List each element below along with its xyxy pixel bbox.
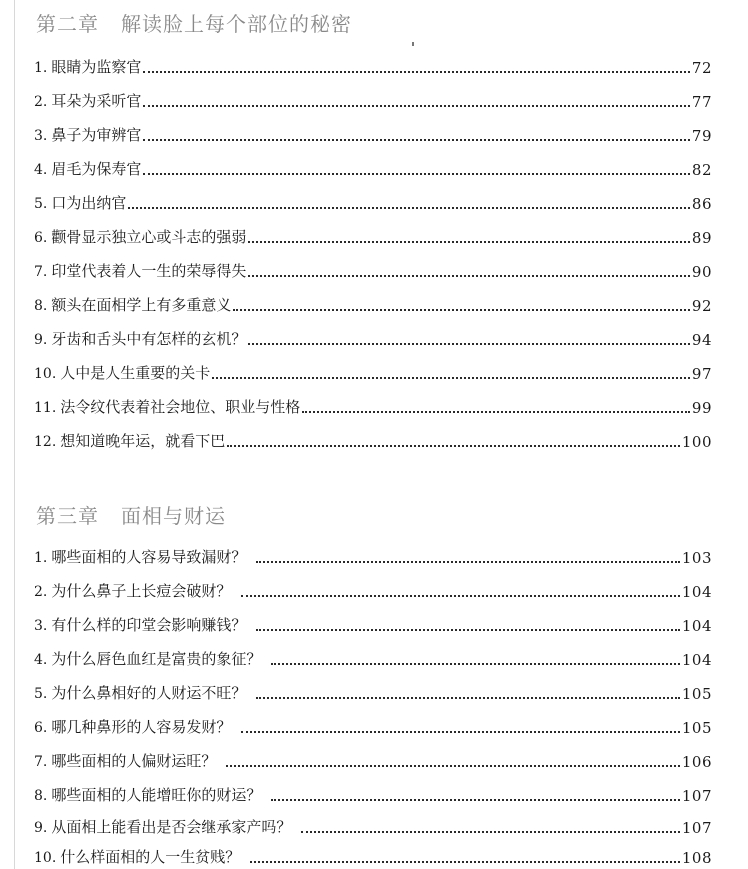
chapter-3-title: 面相与财运 [121, 504, 226, 528]
entry-index: 4. [34, 652, 48, 668]
entry-page-number: 108 [681, 849, 712, 867]
entry-index: 1. [34, 550, 48, 566]
toc-entry[interactable] [34, 362, 712, 384]
dot-leader [302, 411, 690, 413]
entry-page-number: 92 [691, 297, 712, 315]
toc-entry[interactable] [34, 580, 712, 602]
entry-index: 11. [34, 400, 57, 416]
toc-entry[interactable] [34, 192, 712, 214]
dot-leader [248, 275, 690, 277]
entry-text: 为什么鼻相好的人财运不旺？ [51, 684, 247, 702]
scan-speck [412, 42, 414, 46]
entry-page-number: 100 [681, 433, 712, 451]
entry-text: 印堂代表着人一生的荣辱得失 [51, 262, 247, 280]
dot-leader [250, 861, 680, 863]
entry-index: 10. [34, 366, 57, 382]
entry-page-number: 77 [691, 93, 712, 111]
toc-entry[interactable] [34, 716, 712, 738]
toc-entry[interactable] [34, 260, 712, 282]
chapter-2-heading [36, 8, 352, 37]
dot-leader [227, 445, 680, 447]
page-edge-line [14, 0, 15, 869]
toc-entry[interactable] [34, 328, 712, 350]
entry-text: 人中是人生重要的关卡 [60, 364, 211, 382]
entry-page-number: 107 [681, 787, 712, 805]
entry-text: 鼻子为审辨官 [51, 126, 142, 144]
entry-text: 法令纹代表着社会地位、职业与性格 [60, 398, 301, 416]
entry-text: 牙齿和舌头中有怎样的玄机？ [51, 330, 247, 348]
entry-page-number: 86 [691, 195, 712, 213]
toc-entry[interactable] [34, 226, 712, 248]
entry-page-number: 99 [691, 399, 712, 417]
entry-page-number: 90 [691, 263, 712, 281]
dot-leader [233, 309, 690, 311]
dot-leader [271, 799, 679, 801]
entry-index: 2. [34, 584, 48, 600]
entry-text: 眉毛为保寿官 [51, 160, 142, 178]
dot-leader [143, 173, 690, 175]
entry-text: 什么样面相的人一生贫贱？ [60, 848, 241, 866]
dot-leader [301, 831, 679, 833]
entry-text: 哪些面相的人偏财运旺？ [51, 752, 217, 770]
chapter-2-title: 解读脸上每个部位的秘密 [121, 12, 352, 36]
entry-index: 4. [34, 162, 48, 178]
dot-leader [271, 663, 679, 665]
entry-page-number: 89 [691, 229, 712, 247]
dot-leader [143, 105, 690, 107]
entry-text: 哪些面相的人能增旺你的财运？ [51, 786, 262, 804]
entry-text: 眼睛为监察官 [51, 58, 142, 76]
toc-entry[interactable] [34, 682, 712, 704]
entry-text: 口为出纳官 [51, 194, 127, 212]
entry-page-number: 106 [681, 753, 712, 771]
toc-entry[interactable] [34, 816, 712, 838]
dot-leader [226, 765, 679, 767]
entry-index: 7. [34, 264, 48, 280]
toc-entry[interactable] [34, 430, 712, 452]
toc-entry[interactable] [34, 648, 712, 670]
entry-text: 想知道晚年运，就看下巴 [60, 432, 226, 450]
entry-text: 额头在面相学上有多重意义 [51, 296, 232, 314]
toc-entry[interactable] [34, 90, 712, 112]
entry-index: 10. [34, 850, 57, 866]
toc-entry[interactable] [34, 750, 712, 772]
entry-index: 8. [34, 788, 48, 804]
dot-leader [241, 731, 679, 733]
entry-page-number: 104 [681, 583, 712, 601]
entry-page-number: 103 [681, 549, 712, 567]
entry-page-number: 104 [681, 617, 712, 635]
entry-index: 6. [34, 230, 48, 246]
entry-text: 为什么唇色血红是富贵的象征？ [51, 650, 262, 668]
chapter-3-heading [36, 500, 226, 529]
entry-index: 3. [34, 618, 48, 634]
toc-entry[interactable] [34, 124, 712, 146]
entry-index: 3. [34, 128, 48, 144]
dot-leader [248, 343, 690, 345]
dot-leader [256, 561, 679, 563]
entry-text: 有什么样的印堂会影响赚钱？ [51, 616, 247, 634]
toc-entry[interactable] [34, 396, 712, 418]
entry-page-number: 82 [691, 161, 712, 179]
toc-entry[interactable] [34, 158, 712, 180]
entry-index: 8. [34, 298, 48, 314]
entry-text: 为什么鼻子上长痘会破财？ [51, 582, 232, 600]
entry-page-number: 105 [681, 685, 712, 703]
entry-page-number: 72 [691, 59, 712, 77]
entry-index: 5. [34, 196, 48, 212]
toc-entry[interactable] [34, 784, 712, 806]
dot-leader [212, 377, 690, 379]
dot-leader [143, 71, 690, 73]
entry-page-number: 105 [681, 719, 712, 737]
entry-index: 5. [34, 686, 48, 702]
toc-entry[interactable] [34, 56, 712, 78]
entry-page-number: 107 [681, 819, 712, 837]
dot-leader [143, 139, 690, 141]
chapter-2-number: 第二章 [36, 12, 99, 36]
toc-entry[interactable] [34, 546, 712, 568]
dot-leader [256, 697, 679, 699]
dot-leader [241, 595, 679, 597]
entry-page-number: 104 [681, 651, 712, 669]
entry-text: 颧骨显示独立心或斗志的强弱 [51, 228, 247, 246]
toc-entry[interactable] [34, 846, 712, 868]
toc-entry[interactable] [34, 614, 712, 636]
entry-index: 12. [34, 434, 57, 450]
dot-leader [128, 207, 690, 209]
dot-leader [256, 629, 679, 631]
chapter-3-number: 第三章 [36, 504, 99, 528]
entry-page-number: 97 [691, 365, 712, 383]
entry-text: 哪几种鼻形的人容易发财？ [51, 718, 232, 736]
dot-leader [248, 241, 690, 243]
toc-entry[interactable] [34, 294, 712, 316]
entry-index: 1. [34, 60, 48, 76]
entry-index: 9. [34, 820, 48, 836]
entry-index: 9. [34, 332, 48, 348]
entry-index: 2. [34, 94, 48, 110]
entry-page-number: 94 [691, 331, 712, 349]
entry-index: 7. [34, 754, 48, 770]
entry-text: 哪些面相的人容易导致漏财？ [51, 548, 247, 566]
entry-page-number: 79 [691, 127, 712, 145]
entry-text: 从面相上能看出是否会继承家产吗？ [51, 818, 292, 836]
entry-text: 耳朵为采听官 [51, 92, 142, 110]
entry-index: 6. [34, 720, 48, 736]
